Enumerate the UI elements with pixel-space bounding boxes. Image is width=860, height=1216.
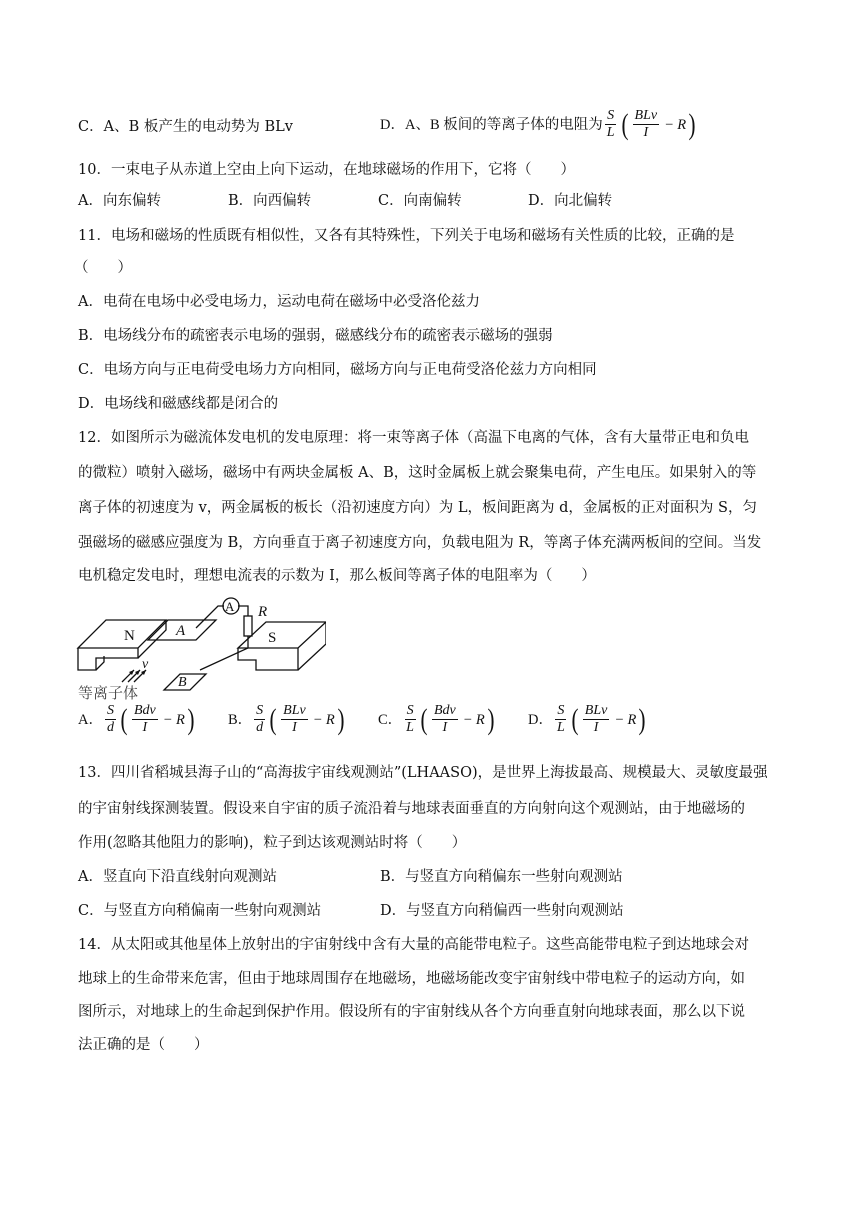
q12-stem-line2: 的微粒）喷射入磁场，磁场中有两块金属板 A、B，这时金属板上就会聚集电荷，产生电压。如果射入的等: [78, 465, 757, 481]
q13-stem-line2: 的宇宙射线探测装置。假设来自宇宙的质子流沿着与地球表面垂直的方向射向这个观测站，由于地磁场的: [78, 801, 745, 817]
q11-option-a: A．电荷在电场中必受电场力，运动电荷在磁场中必受洛伦兹力: [78, 294, 480, 310]
q9-option-d-inner-fraction: [633, 108, 660, 141]
fraction-denominator: L: [406, 720, 414, 735]
q12-option-a: [78, 703, 197, 736]
outer-fraction: [404, 703, 416, 736]
q11-stem-line1: 11．电场和磁场的性质既有相似性，又各有其特殊性，下列关于电场和磁场有关性质的比较，正确的是: [78, 228, 735, 244]
option-label: C．: [378, 711, 403, 728]
q9-option-d-text: D．A、B 板间的等离子体的电阻为: [380, 116, 603, 133]
q11-option-c: C．电场方向与正电荷受电场力方向相同，磁场方向与正电荷受洛伦兹力方向相同: [78, 362, 597, 378]
fraction-denominator: L: [556, 720, 565, 735]
right-paren: ): [187, 702, 195, 736]
plasma-caption: 等离子体: [78, 684, 139, 702]
minus-sign: −: [615, 711, 624, 728]
q12-stem-line5: 电机稳定发电时，理想电流表的示数为 I，那么板间等离子体的电阻率为（ ）: [78, 568, 596, 584]
q12-option-d: [528, 703, 648, 736]
q14-stem-line4: 法正确的是（ ）: [78, 1037, 209, 1053]
resistance-symbol: R: [475, 711, 485, 728]
plate-a-label: A: [176, 623, 186, 639]
fraction-denominator: I: [292, 720, 297, 735]
q13-stem-line1: 13．四川省稻城县海子山的“高海拔宇宙线观测站”(LHAASO)，是世界上海拔最高、规模最大、灵敏度最强: [78, 765, 768, 781]
fraction-denominator: I: [643, 125, 649, 140]
minus-sign: −: [313, 711, 322, 728]
resistance-symbol: R: [677, 116, 687, 133]
q14-stem-line1: 14．从太阳或其他星体上放射出的宇宙射线中含有大量的高能带电粒子。这些高能带电粒子到达地球会对: [78, 937, 749, 953]
resistor-label: R: [258, 604, 268, 620]
velocity-label: v: [142, 657, 149, 672]
fraction-numerator: BLv: [634, 108, 658, 123]
resistance-symbol: R: [627, 711, 637, 728]
q10-option-b: B．向西偏转: [228, 193, 312, 209]
q13-option-c: C．与竖直方向稍偏南一些射向观测站: [78, 903, 322, 919]
left-paren: (: [571, 702, 579, 736]
inner-fraction: [132, 703, 158, 736]
q11-option-d: D．电场线和磁感线都是闭合的: [78, 396, 279, 412]
plate-b-label: B: [178, 675, 187, 690]
outer-fraction: [555, 703, 567, 736]
option-expression: [228, 703, 347, 736]
q13-option-b: B．与竖直方向稍偏东一些射向观测站: [380, 869, 623, 885]
option-expression: [378, 703, 497, 736]
left-paren: (: [120, 702, 128, 736]
fraction-numerator: S: [557, 703, 565, 718]
north-magnet-front: [78, 648, 138, 670]
resistance-symbol: R: [325, 711, 335, 728]
south-label: S: [268, 630, 277, 646]
mhd-generator-diagram: [76, 590, 326, 702]
q10-option-a: A．向东偏转: [78, 193, 161, 209]
inner-fraction: [281, 703, 308, 736]
resistor: [244, 616, 252, 636]
q10-option-c: C．向南偏转: [378, 193, 462, 209]
fraction-numerator: Bdv: [433, 703, 456, 718]
q9-option-d: D．A、B 板间的等离子体的电阻为 $\frac{S}{L}$ ( $\frac{\text{BLv}}{I}$ − R ): [380, 107, 696, 141]
option-label: D．: [528, 711, 553, 728]
inner-fraction: [432, 703, 458, 736]
q13-stem-line3: 作用(忽略其他阻力的影响)，粒子到达该观测站时将（ ）: [78, 835, 467, 851]
minus-sign: −: [463, 711, 472, 728]
option-label: B．: [228, 711, 253, 728]
fraction-numerator: S: [106, 703, 114, 718]
q10-stem: 10．一束电子从赤道上空由上向下运动，在地球磁场的作用下，它将（ ）: [78, 162, 575, 178]
fraction-numerator: Bdv: [133, 703, 156, 718]
ammeter-label: A: [225, 599, 235, 614]
option-expression: [528, 703, 648, 736]
fraction-denominator: d: [106, 720, 114, 735]
left-paren: (: [269, 702, 277, 736]
outer-fraction: [254, 703, 265, 736]
fraction-denominator: L: [606, 125, 615, 140]
fraction-numerator: S: [406, 703, 414, 718]
left-paren: (: [420, 702, 428, 736]
option-label: A．: [78, 711, 103, 728]
fraction-denominator: d: [256, 720, 264, 735]
south-magnet-top: [238, 622, 326, 648]
resistance-symbol: R: [175, 711, 185, 728]
q12-stem-line1: 12．如图所示为磁流体发电机的发电原理：将一束等离子体（高温下电离的气体，含有大量带正电和负电: [78, 430, 749, 446]
fraction-numerator: S: [256, 703, 264, 718]
fraction-denominator: I: [442, 720, 448, 735]
fraction-denominator: I: [593, 720, 599, 735]
right-paren: ): [337, 702, 345, 736]
q10-option-d: D．向北偏转: [528, 193, 613, 209]
q14-stem-line2: 地球上的生命带来危害，但由于地球周围存在地磁场，地磁场能改变宇宙射线中带电粒子的运动方向，如: [78, 971, 745, 987]
q13-option-d: D．与竖直方向稍偏西一些射向观测站: [380, 903, 624, 919]
fraction-numerator: S: [607, 108, 615, 123]
q14-stem-line3: 图所示，对地球上的生命起到保护作用。假设所有的宇宙射线从各个方向垂直射向地球表面，那么以下说: [78, 1004, 745, 1020]
north-label: N: [124, 628, 135, 644]
q12-stem-line4: 强磁场的磁感应强度为 B，方向垂直于离子初速度方向，负载电阻为 R，等离子体充满两板间的空间。当发: [78, 535, 762, 551]
q13-option-a: A．竖直向下沿直线射向观测站: [78, 869, 277, 885]
q12-stem-line3: 离子体的初速度为 v，两金属板的板长（沿初速度方向）为 L，板间距离为 d，金属板的正对面积为 S，匀: [78, 500, 757, 516]
outer-fraction: [105, 703, 116, 736]
right-paren: ): [638, 702, 646, 736]
inner-fraction: [583, 703, 610, 736]
fraction-denominator: I: [142, 720, 148, 735]
q11-option-b: B．电场线分布的疏密表示电场的强弱，磁感线分布的疏密表示磁场的强弱: [78, 328, 553, 344]
minus-sign: −: [163, 711, 172, 728]
right-paren: ): [487, 702, 495, 736]
q9-option-c: C．A、B 板产生的电动势为 BLv: [78, 119, 293, 135]
q11-stem-line2: （ ）: [74, 260, 132, 276]
q12-option-c: [378, 703, 497, 736]
q9-option-d-fraction: [605, 108, 617, 141]
fraction-numerator: BLv: [584, 703, 608, 718]
fraction-numerator: BLv: [283, 703, 306, 718]
option-expression: [78, 703, 197, 736]
q12-option-b: [228, 703, 347, 736]
